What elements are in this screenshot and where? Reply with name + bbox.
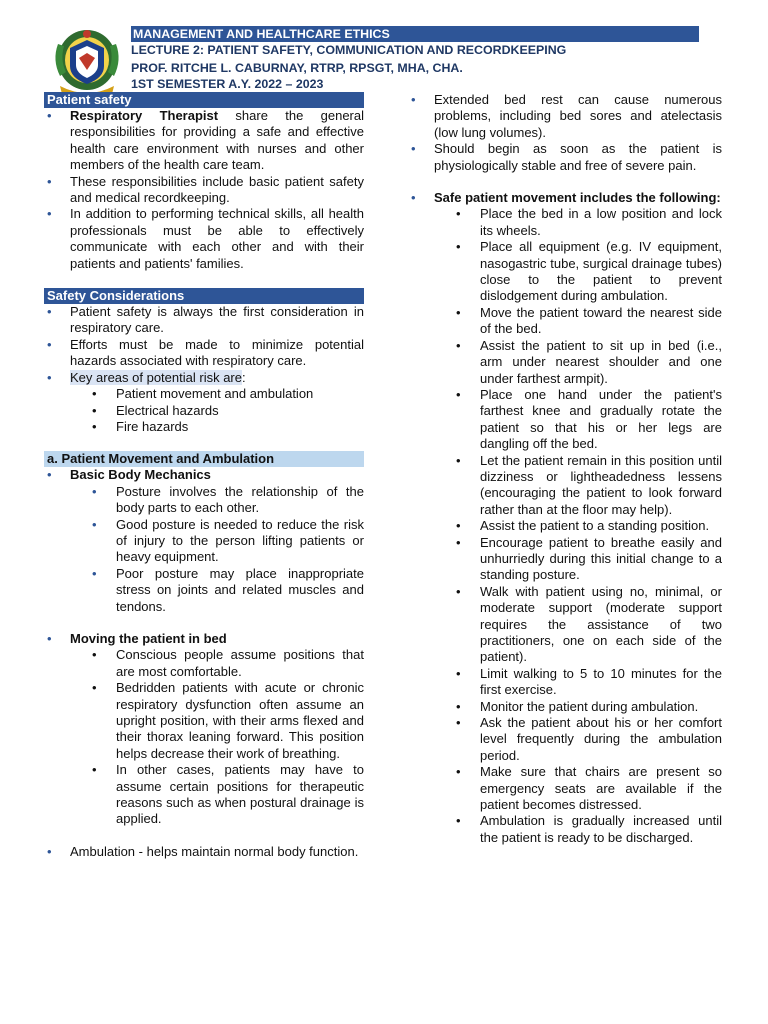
- safe-movement-steps: [454, 206, 722, 846]
- list-item: • Should begin as soon as the patient is physiologically stable and free of severe pain.: [408, 141, 722, 174]
- list-item: [408, 190, 722, 846]
- list-item: • Ambulation is gradually increased until the patient is ready to be discharged.: [454, 813, 722, 846]
- list-item: • Bedridden patients with acute or chronic respiratory dysfunction often assume an upright position, with their arms flexed and their thorax leaning forward. This position helps decrease their work of breathing.: [90, 680, 364, 762]
- list-item: [44, 174, 364, 207]
- section-heading-patient-safety: Patient safety: [44, 92, 364, 108]
- colon-text: :: [241, 369, 246, 385]
- body-mechanics-list: [90, 484, 364, 615]
- professor-name: PROF. RITCHE L. CABURNAY, RTRP, RPSGT, MHA, CHA.: [131, 61, 463, 75]
- list-item: • Place all equipment (e.g. IV equipment, nasogastric tube, surgical drainage tubes) close to the patient to prevent dislodgement during ambulation.: [454, 239, 722, 305]
- list-item: • Walk with patient using no, minimal, or moderate support (moderate support requires the assistance of two practitioners, one on each side of the patient).: [454, 584, 722, 666]
- safety-considerations-list: [44, 304, 364, 435]
- course-title: MANAGEMENT AND HEALTHCARE ETHICS: [131, 26, 699, 42]
- lecture-title: LECTURE 2: PATIENT SAFETY, COMMUNICATION AND RECORDKEEPING: [131, 43, 567, 57]
- list-item: • In other cases, patients may have to assume certain positions for therapeutic reasons such as when postural drainage is applied.: [90, 762, 364, 828]
- highlighted-text: Key areas of potential risk are: [70, 369, 242, 385]
- list-item: [44, 631, 364, 844]
- list-item: • Electrical hazards: [90, 403, 364, 419]
- list-item: • Let the patient remain in this position until dizziness or lightheadedness lessens (encouraging the patient to look forward rather than at the floor may help).: [454, 453, 722, 519]
- movement-list: [44, 467, 364, 860]
- list-item: • Make sure that chairs are present so emergency seats are available if the patient becomes distressed.: [454, 764, 722, 813]
- list-item: • Assist the patient to a standing position.: [454, 518, 722, 534]
- list-item: • Assist the patient to sit up in bed (i.e., arm under nearest shoulder and one under farthest armpit).: [454, 338, 722, 387]
- list-item-text: These responsibilities include basic patient safety and medical recordkeeping.: [70, 173, 364, 206]
- subheading-body-mechanics: Basic Body Mechanics: [70, 467, 211, 483]
- list-item: • Conscious people assume positions that are most comfortable.: [90, 647, 364, 680]
- list-item: • Ambulation - helps maintain normal body function.: [44, 844, 364, 860]
- term-respiratory-therapist: Respiratory Therapist: [70, 108, 219, 123]
- bed-rest-list: [408, 92, 722, 174]
- list-item: • Extended bed rest can cause numerous problems, including bed sores and atelectasis (low lung volumes).: [408, 92, 722, 141]
- subheading-moving-in-bed: Moving the patient in bed: [70, 630, 227, 646]
- list-item: [44, 108, 364, 174]
- right-column: [408, 92, 722, 846]
- left-column: [44, 92, 364, 860]
- list-item: • Limit walking to 5 to 10 minutes for the first exercise.: [454, 666, 722, 699]
- list-item: • Fire hazards: [90, 419, 364, 435]
- list-item: • Place one hand under the patient's farthest knee and gradually rotate the patient so that his or her legs are dangling off the bed.: [454, 387, 722, 453]
- list-item-text: share the general responsibilities for providing a safe and effective health care environment with nurses and other members of the health care team.: [70, 108, 365, 173]
- section-heading-safety-considerations: Safety Considerations: [44, 288, 364, 304]
- semester-label: 1ST SEMESTER A.Y. 2022 – 2023: [131, 77, 324, 91]
- list-item: • Move the patient toward the nearest side of the bed.: [454, 305, 722, 338]
- list-item: • Encourage patient to breathe easily and unhurriedly during this initial change to a standing posture.: [454, 535, 722, 584]
- list-item: [44, 370, 364, 436]
- list-item: • Place the bed in a low position and lock its wheels.: [454, 206, 722, 239]
- list-item: • Posture involves the relationship of the body parts to each other.: [90, 484, 364, 517]
- list-item: • Ask the patient about his or her comfort level frequently during the ambulation period.: [454, 715, 722, 764]
- list-item: • Patient safety is always the first consideration in respiratory care.: [44, 304, 364, 337]
- list-item: • Efforts must be made to minimize potential hazards associated with respiratory care.: [44, 337, 364, 370]
- moving-in-bed-list: [90, 647, 364, 827]
- list-item-text: In addition to performing technical skills, all health professionals must be able to effectively communicate with each other and with their patients and patients' families.: [70, 206, 364, 271]
- patient-safety-list: [44, 108, 364, 272]
- list-item: [44, 206, 364, 272]
- key-areas-list: [90, 386, 364, 435]
- list-item: [44, 467, 364, 631]
- list-item: • Poor posture may place inappropriate stress on joints and related muscles and tendons.: [90, 566, 364, 615]
- subsection-heading-movement: a. Patient Movement and Ambulation: [44, 451, 364, 467]
- subheading-safe-movement: Safe patient movement includes the following:: [434, 190, 721, 206]
- list-item: • Patient movement and ambulation: [90, 386, 364, 402]
- safe-movement-list: [408, 190, 722, 846]
- list-item: • Monitor the patient during ambulation.: [454, 699, 722, 715]
- list-item: • Good posture is needed to reduce the risk of injury to the person lifting patients or heavy equipment.: [90, 517, 364, 566]
